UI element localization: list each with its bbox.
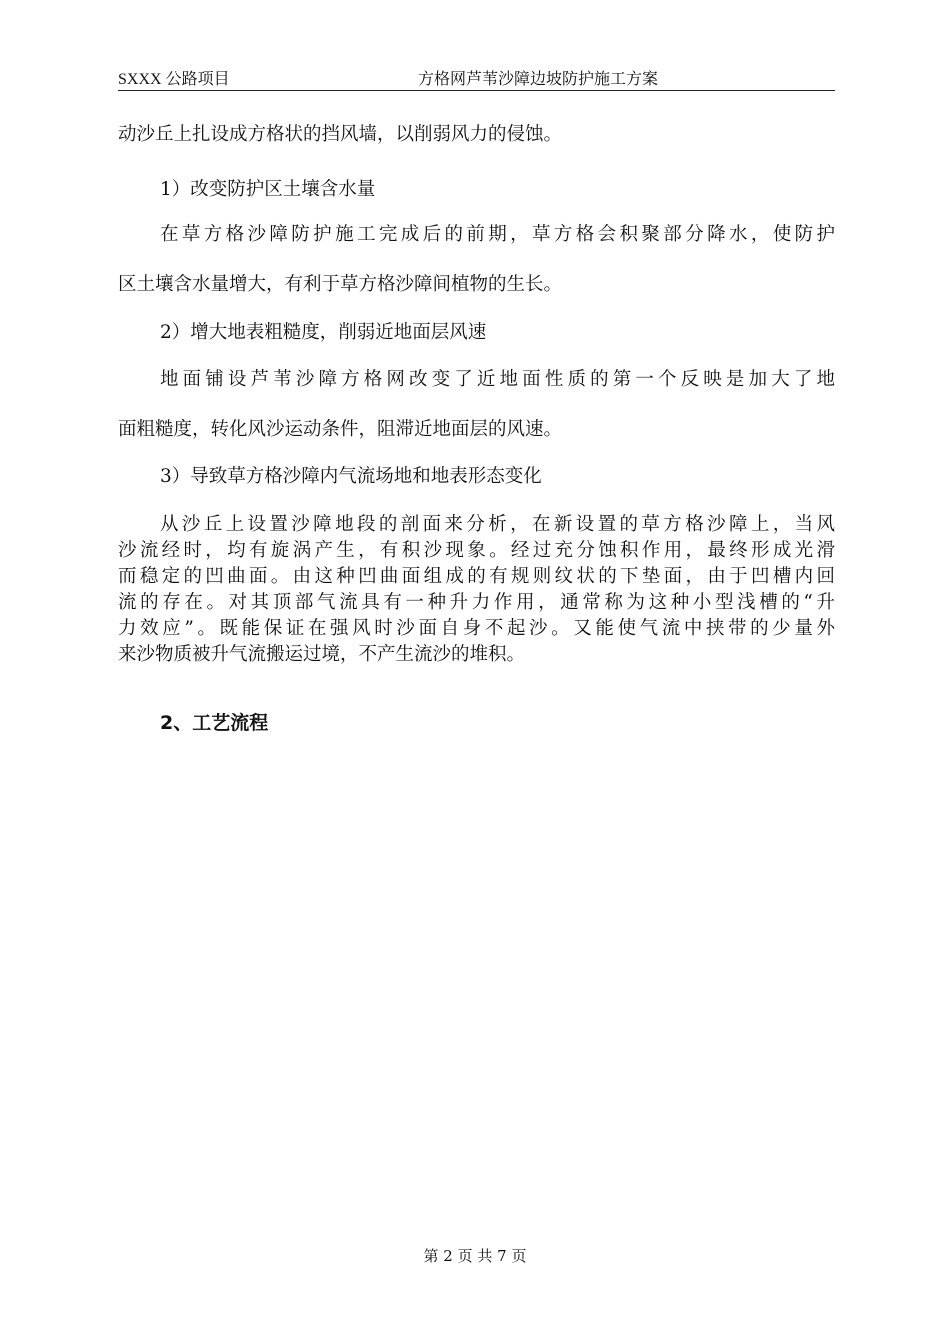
paragraph-line: 在草方格沙障防护施工完成后的前期，草方格会积聚部分降水，使防护	[160, 224, 835, 245]
item-3-title: 3）导致草方格沙障内气流场地和地表形态变化	[160, 466, 542, 487]
paragraph-line: 区土壤含水量增大，有利于草方格沙障间植物的生长。	[118, 274, 563, 295]
paragraph-line: 而稳定的凹曲面。由这种凹曲面组成的有规则纹状的下垫面，由于凹槽内回	[118, 566, 835, 587]
page-header	[118, 64, 835, 91]
header-document-title: 方格网芦苇沙障边坡防护施工方案	[418, 69, 659, 88]
page-footer: 第 2 页 共 7 页	[423, 1247, 527, 1265]
item-1-title: 1）改变防护区土壤含水量	[160, 179, 376, 200]
paragraph-line: 动沙丘上扎设成方格状的挡风墙，以削弱风力的侵蚀。	[118, 124, 563, 145]
section-heading: 2、工艺流程	[160, 712, 269, 734]
paragraph-line: 地面铺设芦苇沙障方格网改变了近地面性质的第一个反映是加大了地	[160, 369, 835, 390]
paragraph-line: 面粗糙度，转化风沙运动条件，阻滞近地面层的风速。	[118, 419, 563, 440]
paragraph-line: 从沙丘上设置沙障地段的剖面来分析，在新设置的草方格沙障上，当风	[160, 514, 835, 535]
paragraph-line: 流的存在。对其顶部气流具有一种升力作用，通常称为这种小型浅槽的“升	[118, 592, 835, 613]
paragraph-line: 沙流经时，均有旋涡产生，有积沙现象。经过充分蚀积作用，最终形成光滑	[118, 540, 835, 561]
header-project-name: SXXX 公路项目	[118, 71, 230, 88]
paragraph-line: 力效应”。既能保证在强风时沙面自身不起沙。又能使气流中挟带的少量外	[118, 618, 835, 639]
paragraph-line: 来沙物质被升气流搬运过境，不产生流沙的堆积。	[118, 644, 526, 665]
item-2-title: 2）增大地表粗糙度，削弱近地面层风速	[160, 322, 487, 343]
